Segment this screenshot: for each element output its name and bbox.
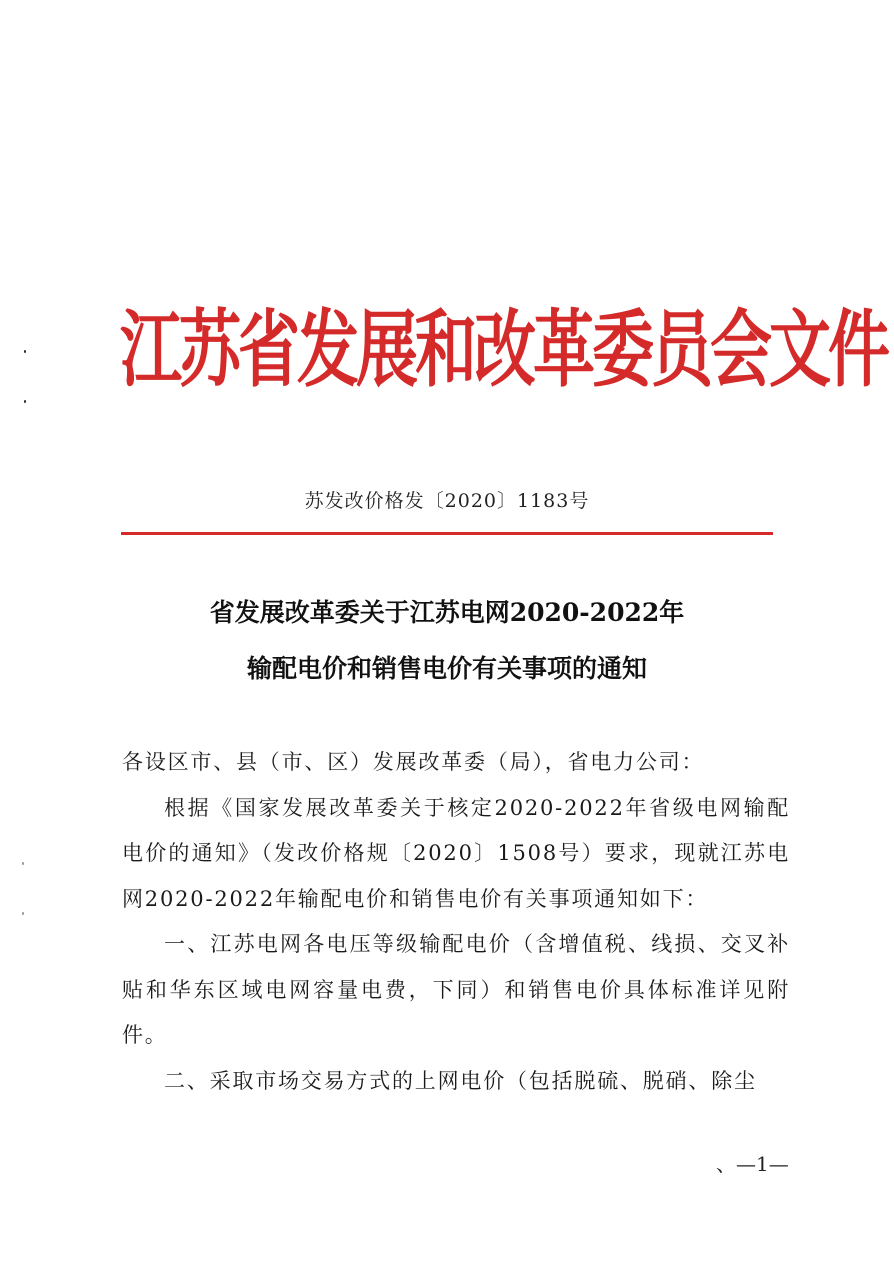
- agency-header-title: 江苏省发展和改革委员会文件: [120, 300, 888, 399]
- body-paragraph: 一、江苏电网各电压等级输配电价（含增值税、线损、交叉补贴和华东区域电网容量电费，下同）和销售电价具体标准详见附件。: [122, 932, 790, 1047]
- notice-title: [120, 585, 774, 697]
- scan-speck: [24, 400, 26, 403]
- page-number-text: —1—: [736, 1152, 789, 1176]
- body-paragraph: 二、采取市场交易方式的上网电价（包括脱硫、脱硝、除尘: [164, 1068, 757, 1093]
- notice-title-line-1: 省发展改革委关于江苏电网2020-2022年: [209, 598, 685, 627]
- salutation: 各设区市、县（市、区）发展改革委（局），省电力公司：: [122, 750, 705, 774]
- page-number: [716, 1148, 789, 1177]
- notice-title-line-2: 输配电价和销售电价有关事项的通知: [246, 654, 647, 683]
- scan-speck: [22, 912, 24, 915]
- notice-body: [122, 740, 790, 1104]
- document-number: 苏发改价格发〔2020〕1183号: [304, 490, 590, 512]
- scan-speck: [22, 862, 24, 865]
- scan-speck: [24, 350, 26, 353]
- red-divider-rule: [121, 532, 773, 535]
- body-paragraph: 根据《国家发展改革委关于核定2020-2022年省级电网输配电价的通知》（发改价格规〔2020〕1508号）要求，现就江苏电网2020-2022年输配电价和销售电价有关事项通知如下：: [122, 795, 790, 911]
- page-mark: 、: [716, 1152, 736, 1176]
